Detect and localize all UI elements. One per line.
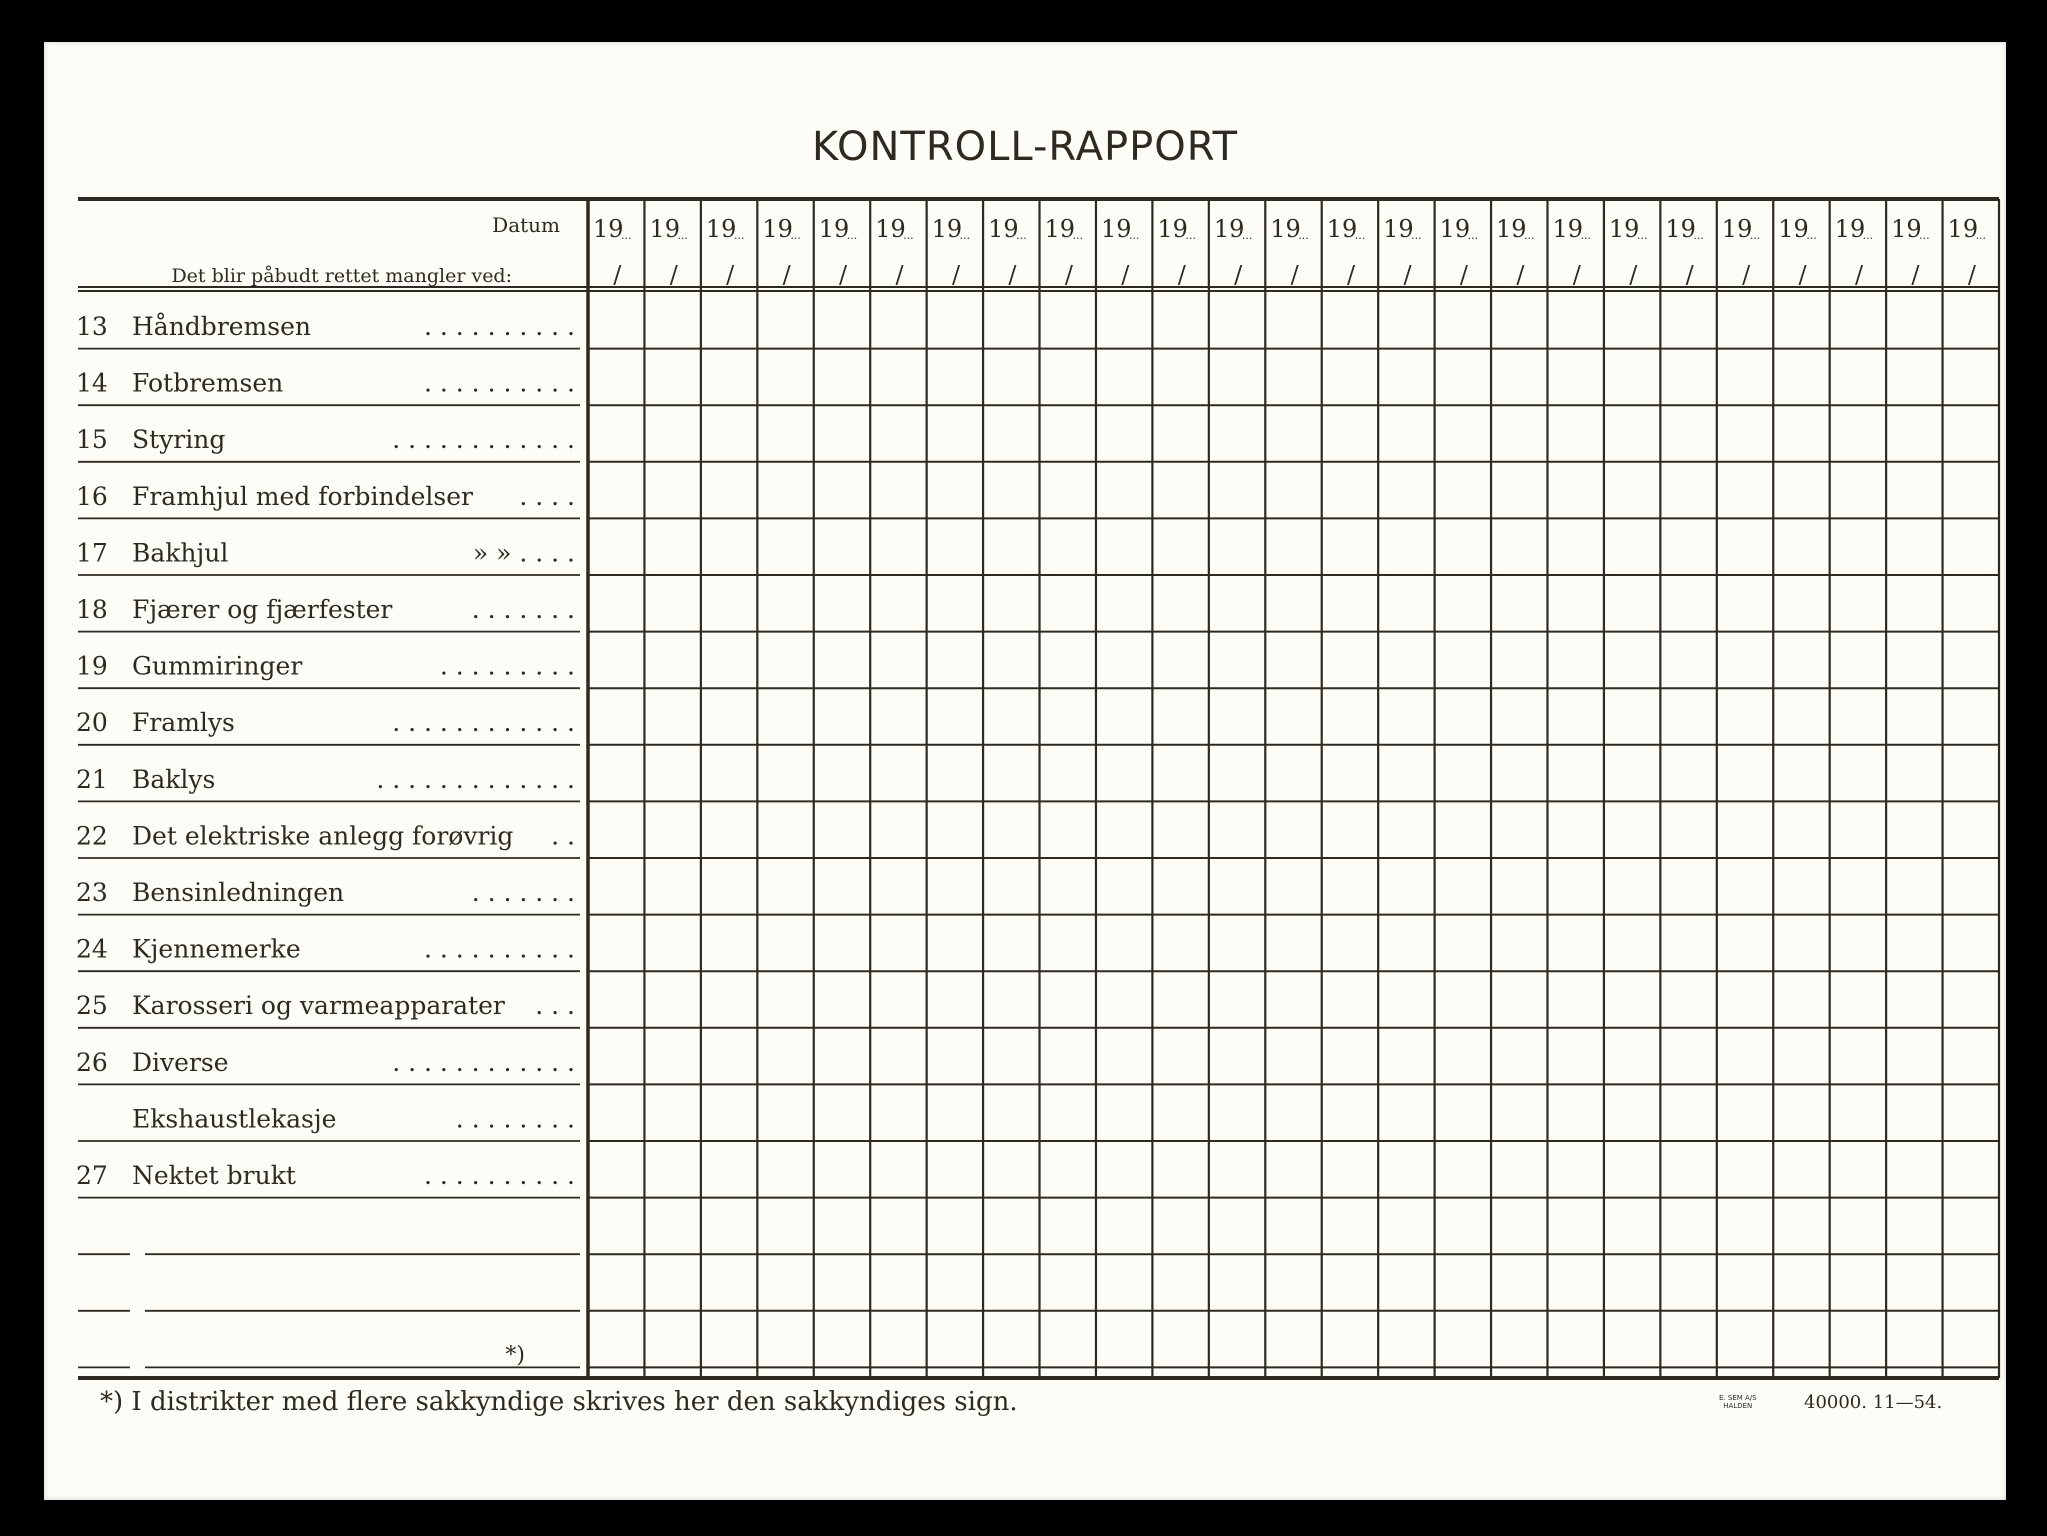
row-leader: . . . . . . . . bbox=[455, 1104, 575, 1134]
date-year-dots: ... bbox=[1411, 229, 1422, 242]
row-number: 16 bbox=[76, 481, 108, 511]
date-slash: / bbox=[1347, 261, 1356, 289]
date-year-prefix: 19 bbox=[705, 215, 737, 243]
date-slash: / bbox=[1742, 261, 1751, 289]
row-leader: » » . . . . bbox=[472, 538, 575, 568]
date-year-dots: ... bbox=[1524, 229, 1535, 242]
date-slash: / bbox=[895, 261, 904, 289]
row-label: Det elektriske anlegg forøvrig bbox=[132, 821, 514, 851]
date-year-prefix: 19 bbox=[875, 215, 906, 243]
row-number: 20 bbox=[76, 708, 108, 738]
date-year-dots: ... bbox=[1016, 229, 1027, 242]
date-year-prefix: 19 bbox=[1383, 215, 1414, 243]
date-slash: / bbox=[1629, 261, 1638, 289]
date-year-prefix: 19 bbox=[1778, 215, 1809, 243]
row-number: 24 bbox=[76, 934, 108, 964]
date-year-dots: ... bbox=[1185, 229, 1196, 242]
date-year-prefix: 19 bbox=[1834, 215, 1866, 243]
date-slash: / bbox=[1008, 261, 1017, 289]
date-year-dots: ... bbox=[1975, 229, 1987, 242]
row-number: 15 bbox=[76, 425, 108, 455]
date-year-dots: ... bbox=[790, 229, 801, 242]
date-slash: / bbox=[1572, 261, 1581, 289]
date-year-dots: ... bbox=[1862, 229, 1874, 242]
row-number: 25 bbox=[76, 991, 108, 1021]
date-slash: / bbox=[839, 261, 848, 289]
row-leader: . . . . . . . . . . bbox=[424, 934, 575, 964]
form-title: KONTROLL-RAPPORT bbox=[811, 124, 1239, 170]
date-slash: / bbox=[669, 261, 678, 289]
row-leader: . . . . . . . . . . . . . bbox=[376, 764, 575, 794]
row-number: 18 bbox=[76, 595, 108, 624]
row-leader: . . . . . . . . . . . . bbox=[392, 1047, 575, 1077]
row-leader: . . . . . . . . . . . . bbox=[392, 708, 575, 738]
row-number: 17 bbox=[76, 538, 108, 568]
row-label: Bensinledningen bbox=[132, 878, 345, 907]
row-label: Fjærer og fjærfester bbox=[132, 595, 393, 624]
date-slash: / bbox=[1403, 261, 1412, 289]
date-slash: / bbox=[1234, 261, 1243, 289]
row-label: Bakhjul bbox=[132, 538, 229, 568]
date-slash: / bbox=[726, 261, 735, 289]
date-year-prefix: 19 bbox=[1496, 215, 1527, 243]
row-label: Ekshaustlekasje bbox=[132, 1104, 337, 1134]
row-label: Nektet brukt bbox=[132, 1161, 296, 1190]
date-year-dots: ... bbox=[1128, 229, 1140, 242]
date-year-dots: ... bbox=[903, 229, 914, 242]
printer-city: HALDEN bbox=[1723, 1402, 1753, 1410]
date-year-prefix: 19 bbox=[1552, 215, 1584, 243]
date-slash: / bbox=[1064, 261, 1073, 289]
date-year-prefix: 19 bbox=[1213, 215, 1245, 243]
row-leader: . . . . . . . bbox=[471, 878, 575, 907]
date-year-dots: ... bbox=[1919, 229, 1930, 242]
date-year-prefix: 19 bbox=[1439, 215, 1471, 243]
row-number: 26 bbox=[76, 1047, 108, 1077]
date-slash: / bbox=[1459, 261, 1468, 289]
print-code: 40000. 11—54. bbox=[1804, 1392, 1943, 1413]
date-year-prefix: 19 bbox=[1100, 215, 1132, 243]
row-leader: . . . bbox=[535, 991, 575, 1021]
date-year-prefix: 19 bbox=[1157, 215, 1188, 243]
date-year-dots: ... bbox=[1693, 229, 1704, 242]
date-year-prefix: 19 bbox=[593, 215, 624, 243]
row-number: 19 bbox=[76, 651, 108, 681]
date-slash: / bbox=[951, 261, 961, 289]
date-year-prefix: 19 bbox=[818, 215, 850, 243]
date-year-prefix: 19 bbox=[1044, 215, 1076, 243]
header-instruction: Det blir påbudt rettet mangler ved: bbox=[171, 265, 512, 287]
date-year-prefix: 19 bbox=[1270, 215, 1301, 243]
row-leader: . . . . . . . . . . bbox=[424, 1161, 575, 1190]
date-slash: / bbox=[1854, 261, 1864, 289]
row-leader: . . . . . . . . . . . . bbox=[392, 425, 575, 455]
row-number: 13 bbox=[76, 312, 108, 341]
row-number: 23 bbox=[76, 878, 108, 907]
date-year-prefix: 19 bbox=[931, 215, 963, 243]
date-year-dots: ... bbox=[677, 229, 688, 242]
date-year-dots: ... bbox=[733, 229, 745, 242]
row-leader: . . bbox=[551, 821, 575, 851]
date-year-dots: ... bbox=[1749, 229, 1761, 242]
footnote: *) I distrikter med flere sakkyndige skrives her den sakkyndiges sign. bbox=[100, 1387, 1018, 1417]
row-label: Diverse bbox=[132, 1047, 229, 1077]
row-label: Fotbremsen bbox=[132, 368, 284, 398]
date-year-prefix: 19 bbox=[1608, 215, 1640, 243]
date-slash: / bbox=[1798, 261, 1807, 289]
header-datum: Datum bbox=[492, 213, 560, 237]
date-year-dots: ... bbox=[846, 229, 858, 242]
row-label: Kjennemerke bbox=[132, 934, 301, 964]
row-number: 21 bbox=[76, 764, 108, 794]
row-label: Framhjul med forbindelser bbox=[132, 481, 473, 511]
date-slash: / bbox=[1685, 261, 1694, 289]
row-leader: . . . . . . . . . bbox=[439, 651, 575, 681]
date-slash: / bbox=[1121, 261, 1130, 289]
date-slash: / bbox=[782, 261, 791, 289]
date-year-prefix: 19 bbox=[988, 215, 1019, 243]
signature-marker: *) bbox=[505, 1343, 525, 1368]
row-number: 27 bbox=[76, 1161, 108, 1190]
date-year-dots: ... bbox=[1072, 229, 1084, 242]
row-label: Baklys bbox=[132, 764, 216, 794]
date-year-prefix: 19 bbox=[649, 215, 680, 243]
date-slash: / bbox=[1290, 261, 1299, 289]
date-year-prefix: 19 bbox=[1891, 215, 1922, 243]
row-leader: . . . . . . . . . . bbox=[424, 312, 575, 341]
row-number: 22 bbox=[76, 821, 108, 851]
date-year-dots: ... bbox=[1806, 229, 1817, 242]
date-year-prefix: 19 bbox=[1665, 215, 1696, 243]
date-year-dots: ... bbox=[1467, 229, 1479, 242]
row-leader: . . . . . . . . . . bbox=[424, 368, 575, 398]
date-slash: / bbox=[1967, 261, 1976, 289]
date-year-dots: ... bbox=[1298, 229, 1309, 242]
row-number: 14 bbox=[76, 368, 108, 398]
date-year-dots: ... bbox=[1636, 229, 1648, 242]
row-leader: . . . . bbox=[519, 481, 575, 511]
date-year-prefix: 19 bbox=[1721, 215, 1753, 243]
date-slash: / bbox=[1516, 261, 1525, 289]
printer-name: E. SEM A/S bbox=[1719, 1394, 1757, 1402]
row-label: Håndbremsen bbox=[132, 312, 311, 341]
date-year-prefix: 19 bbox=[1947, 215, 1979, 243]
date-slash: / bbox=[1177, 261, 1186, 289]
row-label: Styring bbox=[132, 425, 226, 455]
date-year-dots: ... bbox=[1580, 229, 1591, 242]
date-year-dots: ... bbox=[1354, 229, 1366, 242]
date-year-dots: ... bbox=[621, 229, 632, 242]
row-label: Gummiringer bbox=[132, 651, 303, 681]
date-year-dots: ... bbox=[959, 229, 971, 242]
row-leader: . . . . . . . bbox=[471, 595, 575, 624]
row-label: Karosseri og varmeapparater bbox=[132, 991, 505, 1021]
row-label: Framlys bbox=[132, 708, 235, 738]
date-year-prefix: 19 bbox=[762, 215, 793, 243]
date-year-dots: ... bbox=[1241, 229, 1253, 242]
date-slash: / bbox=[1911, 261, 1920, 289]
date-slash: / bbox=[613, 261, 622, 289]
date-year-prefix: 19 bbox=[1326, 215, 1358, 243]
